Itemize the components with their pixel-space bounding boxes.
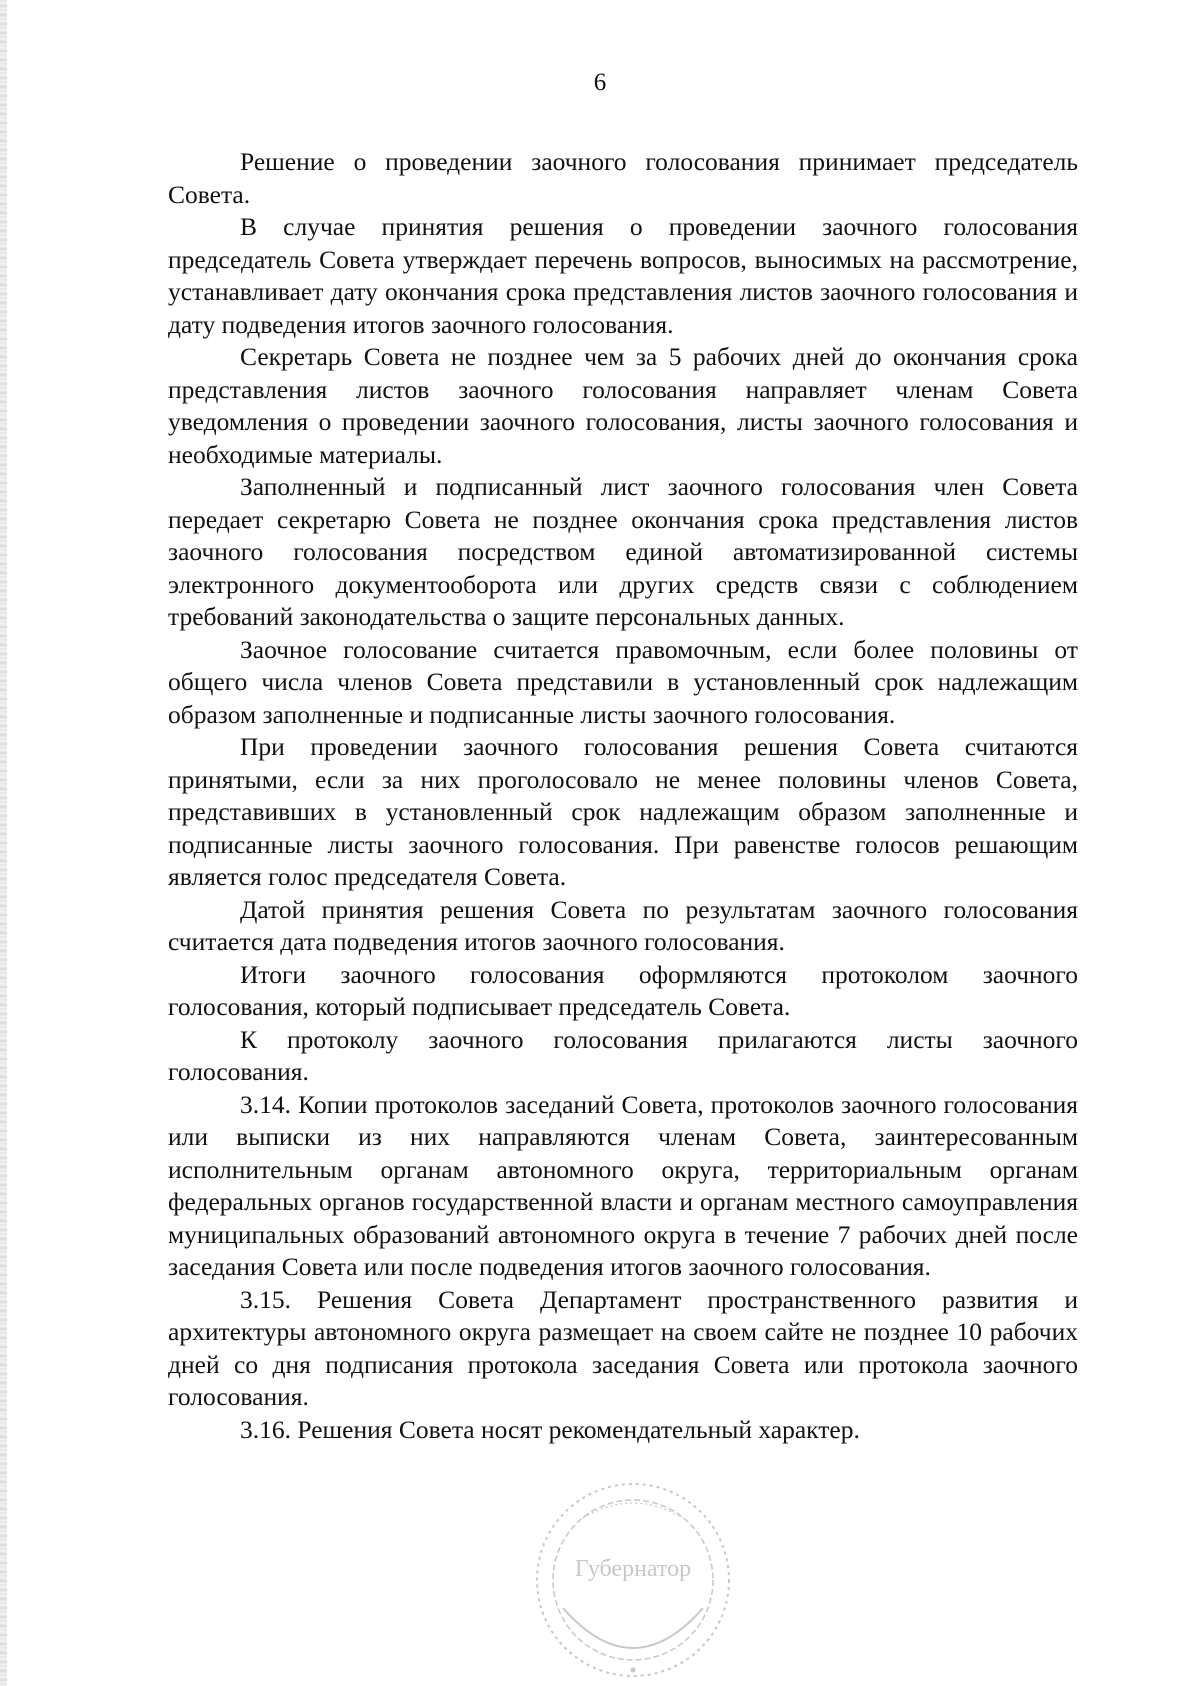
document-body (168, 146, 1078, 1446)
official-seal-stamp (523, 1478, 743, 1683)
paragraph: Итоги заочного голосования оформляются протоколом заочного голосования, который подписывает председатель Совета. (168, 959, 1078, 1021)
paragraph: Решение о проведении заочного голосования принимает председатель Совета. (168, 147, 1078, 209)
scan-edge-artifact (0, 0, 7, 1686)
page-number: 6 (593, 69, 607, 96)
paragraph-clause-3-15: 3.15. Решения Совета Департамент пространственного развития и архитектуры автономного округа размещает на своем сайте не позднее 10 рабочих дней со дня подписания протокола заседания Совета или протокола заочного голосования. (168, 1284, 1078, 1411)
paragraph: Заполненный и подписанный лист заочного голосования член Совета передает секретарю Совета не позднее окончания срока представления листов заочного голосования посредством единой автоматизированной системы электронного документооборота или других средств связи с соблюдением требований законодательства о защите персональных данных. (168, 472, 1078, 631)
paragraph: Датой принятия решения Совета по результатам заочного голосования считается дата подведения итогов заочного голосования. (168, 894, 1078, 956)
paragraph-clause-3-16: 3.16. Решения Совета носят рекомендательный характер. (240, 1414, 860, 1444)
seal-text: Губернатор (574, 1556, 692, 1582)
paragraph-clause-3-14: 3.14. Копии протоколов заседаний Совета, протоколов заочного голосования или выписки из них направляются членам Совета, заинтересованным исполнительным органам автономного округа, территориальным органам федеральных органов государственной власти и органам местного самоуправления муниципальных образований автономного округа в течение 7 рабочих дней после заседания Совета или после подведения итогов заочного голосования. (168, 1089, 1078, 1281)
paragraph: К протоколу заочного голосования прилагаются листы заочного голосования. (168, 1024, 1078, 1086)
paragraph: Секретарь Совета не позднее чем за 5 рабочих дней до окончания срока представления листов заочного голосования направляет членам Совета уведомления о проведении заочного голосования, листы заочного голосования и необходимые материалы. (168, 342, 1078, 469)
paragraph: В случае принятия решения о проведении заочного голосования председатель Совета утверждает перечень вопросов, выносимых на рассмотрение, устанавливает дату окончания срока представления листов заочного голосования и дату подведения итогов заочного голосования. (168, 212, 1078, 339)
paragraph: Заочное голосование считается правомочным, если более половины от общего числа членов Совета представили в установленный срок надлежащим образом заполненные и подписанные листы заочного голосования. (168, 634, 1078, 729)
paragraph: При проведении заочного голосования решения Совета считаются принятыми, если за них проголосовало не менее половины членов Совета, представивших в установленный срок надлежащим образом заполненные и подписанные листы заочного голосования. При равенстве голосов решающим является голос председателя Совета. (168, 732, 1078, 891)
